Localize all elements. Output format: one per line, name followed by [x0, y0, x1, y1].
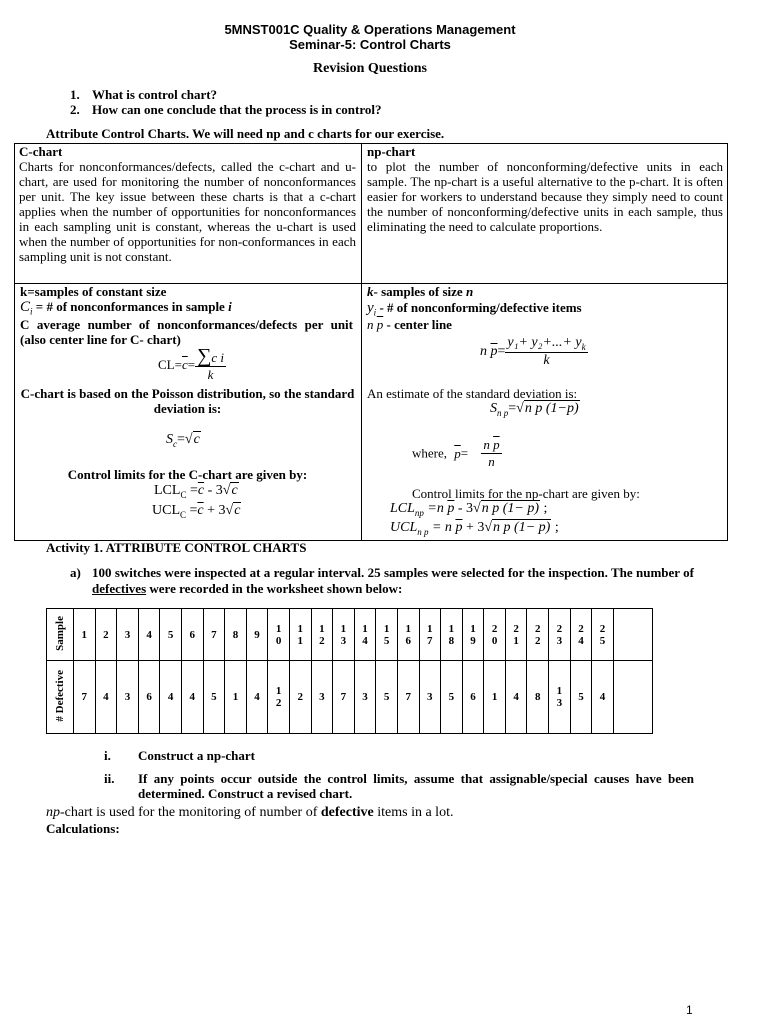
defective-cell: 3: [354, 661, 376, 734]
npchart-np-formula: n $\overline{p}=$ $\frac{y_1+ y_2+...+ y_k}{k}$: [480, 335, 586, 368]
sample-cell: 21: [505, 609, 527, 661]
empty-cell: [613, 609, 652, 661]
seminar-title: Seminar-5: Control Charts: [289, 37, 451, 52]
npchart-cell: [362, 143, 728, 235]
cchart-k-def: k=samples of constant size: [20, 284, 167, 299]
npchart-limits-title: Control limits for the np-chart are given by:: [412, 486, 640, 501]
defective-cell: 3: [311, 661, 333, 734]
npchart-center-def: n $\overline{p}$ - center line: [367, 317, 452, 332]
defective-cell: 4: [246, 661, 268, 734]
empty-cell: [613, 661, 652, 734]
page-number: 1: [686, 1003, 693, 1017]
defective-cell: 4: [181, 661, 203, 734]
npchart-pbar-fraction: $\frac{n \overline{p}}{n}$: [483, 437, 500, 469]
sample-cell: 7: [203, 609, 225, 661]
sample-cell: 5: [160, 609, 182, 661]
defective-cell: 5: [441, 661, 463, 734]
sample-cell: 23: [549, 609, 571, 661]
cchart-description: Charts for nonconformances/defects, called the c-chart and u-chart, are used for monitoring the number of nonconformances per unit. The key issue between these charts is that a c-chart applies when the number of opportunities for nonconformances in each sampling unit is constant, whereas the u-chart is used when the number of opportunities for non-conformances in each sampling unit is not constant.: [19, 159, 356, 264]
defective-cell: 6: [138, 661, 160, 734]
npchart-sd-text: An estimate of the standard deviation is:: [367, 386, 578, 401]
activity-item-label: a): [70, 565, 81, 580]
npchart-title: np-chart: [367, 144, 416, 159]
sample-table: [46, 608, 653, 734]
defective-cell: 13: [549, 661, 571, 734]
defective-cell: 7: [397, 661, 419, 734]
defective-cell: 3: [419, 661, 441, 734]
activity-item-text: 100 switches were inspected at a regular interval. 25 samples were selected for the inspection. The number of defectives were recorded in the worksheet shown below:: [92, 565, 694, 596]
defective-cell: 4: [505, 661, 527, 734]
cchart-lcl-formula: $LCL_C =\overline{c} - 3√c$: [154, 483, 238, 500]
defective-cell: 12: [268, 661, 290, 734]
intro-text: Attribute Control Charts. We will need np and c charts for our exercise.: [46, 126, 445, 141]
cchart-limits-title: Control limits for the C-chart are given by:: [67, 467, 308, 482]
cchart-sc-formula: $S_c=√c$: [166, 432, 200, 449]
cchart-ucl-formula: $UCL_C =\overline{c} + 3√c$: [152, 503, 241, 520]
defective-cell: 4: [160, 661, 182, 734]
sample-cell: 16: [397, 609, 419, 661]
sample-cell: 17: [419, 609, 441, 661]
sample-cell: 1: [74, 609, 96, 661]
calculations-label: Calculations:: [46, 821, 120, 836]
defective-cell: 7: [333, 661, 355, 734]
defective-row-label: # Defective: [47, 661, 74, 734]
defective-cell: 8: [527, 661, 549, 734]
defective-row: [47, 661, 653, 734]
sample-cell: 24: [570, 609, 592, 661]
sample-cell: 22: [527, 609, 549, 661]
npchart-lcl-formula: $LCL_{np} =n$ $\overline{p} - 3√n$ p (1− p) ;: [390, 501, 548, 518]
sample-row: [47, 609, 653, 661]
np-note: np-chart is used for the monitoring of number of defective items in a lot.: [46, 805, 454, 820]
defective-cell: 4: [592, 661, 614, 734]
cchart-cl-fraction: $\frac{\text{∑c i}}{k}$: [197, 345, 224, 382]
sample-cell: 20: [484, 609, 506, 661]
npchart-ucl-formula: $UCL_{n p} = n$ $\overline{p} + 3√n$ p (1− p) ;: [390, 520, 559, 537]
revision-title: Revision Questions: [313, 61, 427, 76]
cchart-cell: [14, 143, 361, 265]
defective-cell: 5: [203, 661, 225, 734]
sample-cell: 9: [246, 609, 268, 661]
sample-cell: 14: [354, 609, 376, 661]
sample-cell: 6: [181, 609, 203, 661]
npchart-k-def: k- samples of size n: [367, 284, 474, 299]
course-title: 5MNST001C Quality & Operations Management: [224, 22, 516, 37]
cchart-title: C-chart: [19, 144, 63, 159]
defective-cell: 6: [462, 661, 484, 734]
sample-cell: 18: [441, 609, 463, 661]
defective-cell: 2: [289, 661, 311, 734]
sample-cell: 25: [592, 609, 614, 661]
npchart-np-fraction: $\frac{y_1+ y_2+...+ y_k}{k}$: [507, 335, 586, 368]
sample-cell: 4: [138, 609, 160, 661]
sample-cell: 2: [95, 609, 117, 661]
task-2: ii. If any points occur outside the control limits, assume that assignable/special causes have been determined. Construct a revised chart.: [104, 771, 694, 801]
cchart-cl-formula: $CL=\overline{c}=$ $\frac{\text{∑c i}}{k}$: [158, 345, 224, 382]
cchart-avg-def: C average number of nonconformances/defects per unit (also center line for C- chart): [20, 317, 353, 347]
defective-cell: 7: [74, 661, 96, 734]
activity-title: Activity 1. ATTRIBUTE CONTROL CHARTS: [46, 540, 307, 555]
defective-cell: 3: [117, 661, 139, 734]
npchart-description: to plot the number of nonconforming/defective units in each sample. The np-chart is a useful alternative to the p-chart. It is often easier for workers to understand because they simply need to count the number of nonconforming/defective units in each sample, thus eliminating the need to calculate proportions.: [367, 159, 723, 234]
question-1: 1. What is control chart?: [70, 87, 218, 102]
sample-cell: 12: [311, 609, 333, 661]
npchart-yi-def: $y_i$ - # of nonconforming/defective items: [367, 300, 582, 318]
defective-cell: 4: [95, 661, 117, 734]
cchart-poisson: C-chart is based on the Poisson distribution, so the standard deviation is:: [20, 386, 355, 416]
sample-cell: 10: [268, 609, 290, 661]
cchart-ci-def: $C_i$ = # of nonconformances in sample i: [20, 299, 232, 317]
sample-cell: 3: [117, 609, 139, 661]
npchart-snp-formula: $S_{n p}=√n$ $\overline{p}$ $(1-\overline{p})$: [490, 401, 579, 418]
sample-cell: 8: [225, 609, 247, 661]
sample-cell: 19: [462, 609, 484, 661]
defective-cell: 1: [484, 661, 506, 734]
defective-cell: 5: [376, 661, 398, 734]
sample-row-label: Sample: [47, 609, 74, 661]
question-2: 2. How can one conclude that the process is in control?: [70, 102, 382, 117]
sample-cell: 13: [333, 609, 355, 661]
defective-cell: 1: [225, 661, 247, 734]
sample-cell: 11: [289, 609, 311, 661]
npchart-pbar-formula: where, $\overline{p}=$ $\frac{n \overline{p}}{n}$: [412, 437, 500, 469]
defective-cell: 5: [570, 661, 592, 734]
sample-cell: 15: [376, 609, 398, 661]
task-1: i. Construct a np-chart: [104, 748, 255, 763]
